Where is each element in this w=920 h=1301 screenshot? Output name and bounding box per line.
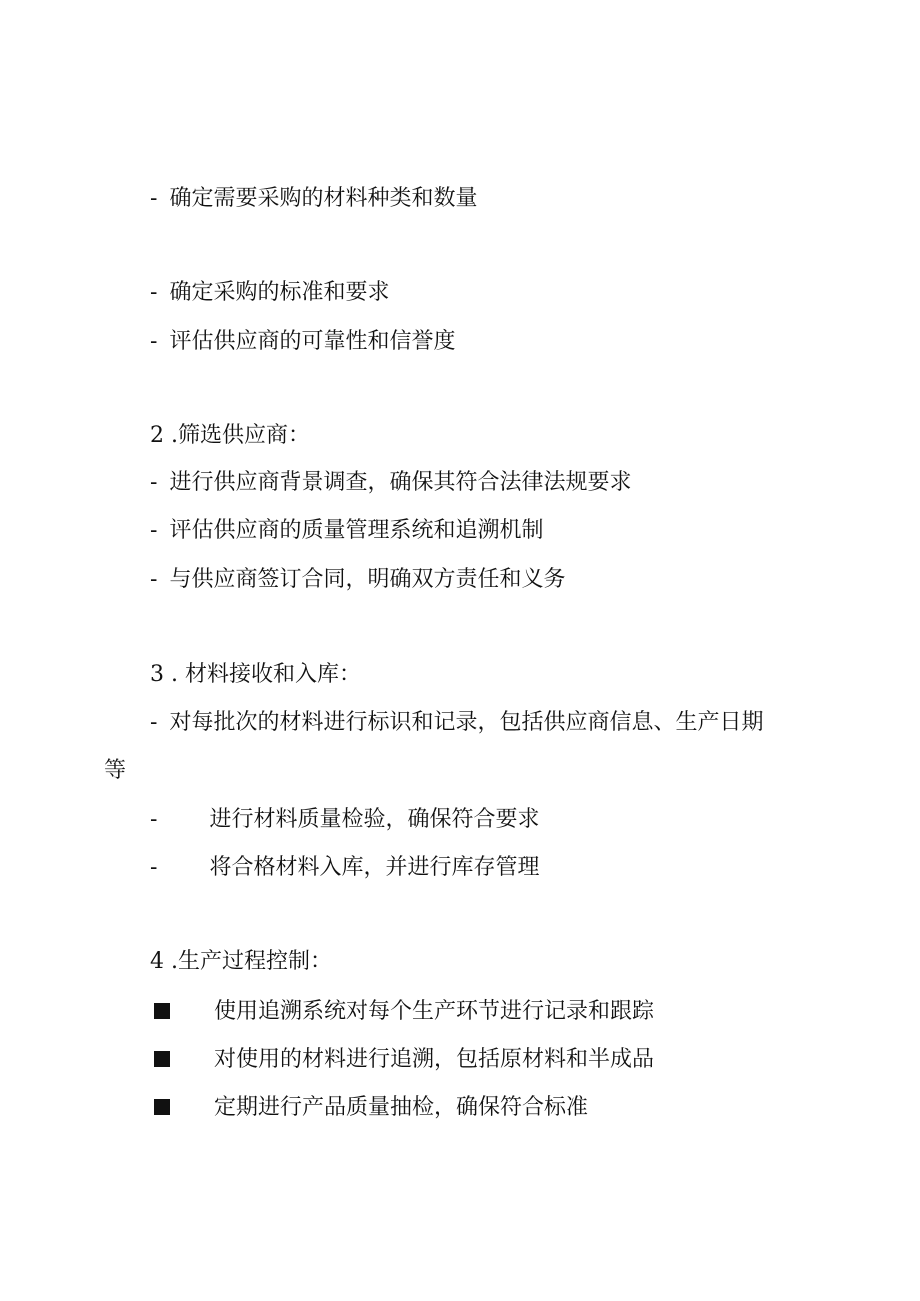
list-item	[150, 184, 477, 214]
list-item	[150, 468, 631, 498]
list-item	[150, 805, 539, 835]
square-bullet-icon	[154, 1099, 170, 1115]
list-item	[154, 997, 654, 1027]
item-text: 使用追溯系统对每个生产环节进行记录和跟踪	[214, 999, 655, 1024]
list-item	[150, 516, 543, 546]
square-bullet-icon	[154, 1003, 170, 1019]
item-text: 对使用的材料进行追溯，包括原材料和半成品	[214, 1047, 655, 1072]
item-text: 确定需要采购的材料种类和数量	[169, 186, 478, 211]
section-heading: 2 .筛选供应商：	[150, 423, 310, 448]
list-item	[154, 1093, 588, 1123]
dash-marker: -	[150, 329, 158, 354]
dash-marker: -	[150, 567, 158, 592]
list-item	[150, 708, 763, 738]
dash-marker: -	[150, 855, 158, 880]
list-item	[150, 327, 455, 357]
item-text: 评估供应商的可靠性和信誉度	[169, 329, 456, 354]
item-text: 将合格材料入库，并进行库存管理	[209, 855, 540, 880]
dash-marker: -	[150, 470, 158, 495]
square-bullet-icon	[154, 1051, 170, 1067]
dash-marker: -	[150, 710, 158, 735]
dash-marker: -	[150, 807, 158, 832]
dash-marker: -	[150, 280, 158, 305]
item-text: 确定采购的标准和要求	[169, 280, 390, 305]
item-text: 进行供应商背景调查，确保其符合法律法规要求	[169, 470, 632, 495]
item-text: 对每批次的材料进行标识和记录，包括供应商信息、生产日期	[169, 710, 764, 735]
list-item	[150, 853, 539, 883]
wrapped-text: 等	[104, 758, 127, 783]
section-heading: 3 . 材料接收和入库：	[150, 662, 361, 687]
list-item	[150, 565, 565, 595]
dash-marker: -	[150, 186, 158, 211]
item-text: 进行材料质量检验，确保符合要求	[209, 807, 540, 832]
dash-marker: -	[150, 518, 158, 543]
section-heading: 4 .生产过程控制：	[150, 949, 332, 974]
item-text: 评估供应商的质量管理系统和追溯机制	[169, 518, 544, 543]
item-text: 定期进行产品质量抽检，确保符合标准	[214, 1095, 589, 1120]
list-item	[150, 278, 389, 308]
list-item	[154, 1045, 654, 1075]
item-text: 与供应商签订合同，明确双方责任和义务	[169, 567, 566, 592]
